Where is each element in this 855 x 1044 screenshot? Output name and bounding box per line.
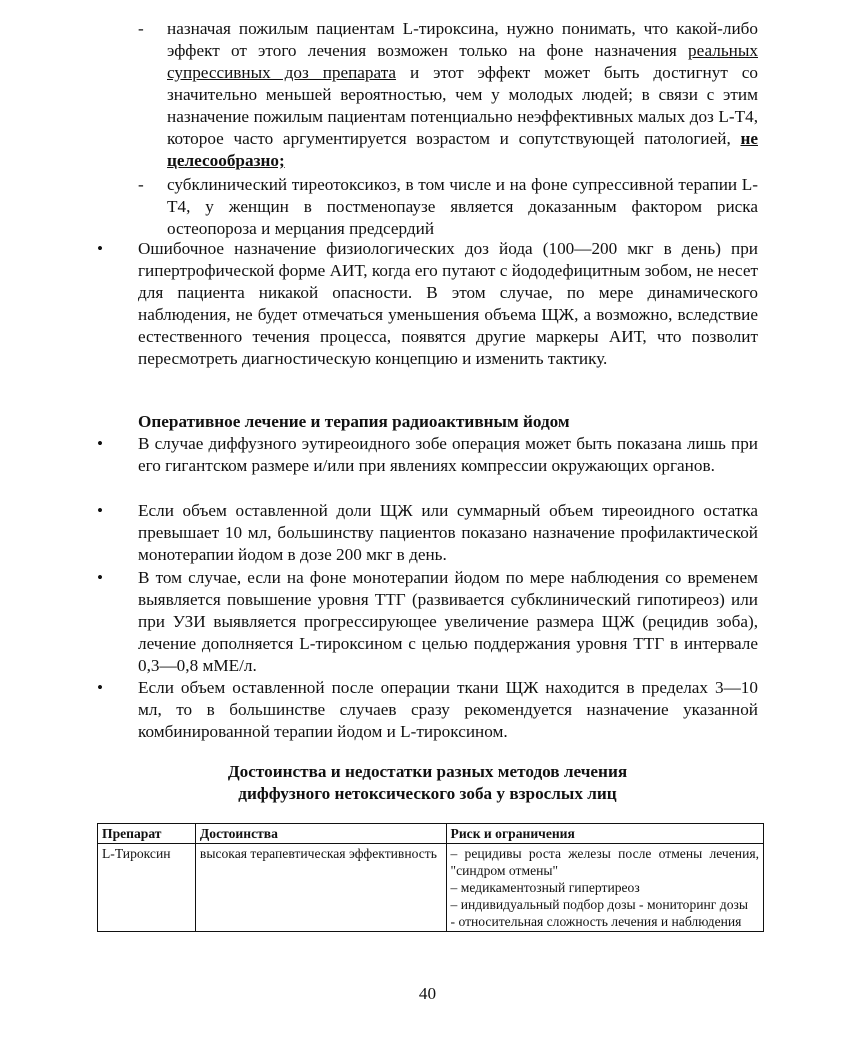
drug-cell: L-Тироксин bbox=[98, 844, 196, 932]
list-item-text: Если объем оставленной после операции ткани ЩЖ находится в пределах 3—10 мл, то в большинстве случаев сразу рекомендуется назначение указанной комбинированной терапии йодом и L-тироксином. bbox=[138, 678, 758, 741]
page-number: 40 bbox=[418, 984, 437, 1003]
bullet-list-item bbox=[97, 433, 758, 477]
underlined-phrase: реальных супрессивных доз препарата bbox=[167, 41, 758, 82]
risk-item: - относительная сложность лечения и наблюдения bbox=[450, 914, 742, 929]
list-item-text: субклинический тиреотоксикоз, в том числе и на фоне супрессивной терапии L-T4, у женщин в постменопаузе является доказанным фактором риска остеопороза и мерцания предсердий bbox=[167, 175, 758, 238]
table-title-line: диффузного нетоксического зоба у взрослых лиц bbox=[238, 784, 617, 803]
text-fragment: назначая пожилым пациентам L-тироксина, нужно понимать, что какой-либо эффект от этого лечения возможен только на фоне назначения bbox=[167, 19, 758, 60]
section-heading: Оперативное лечение и терапия радиоактивным йодом bbox=[138, 412, 570, 431]
dash-list-item bbox=[138, 174, 758, 240]
list-item-text bbox=[167, 18, 758, 172]
list-item-text: Если объем оставленной доли ЩЖ или суммарный объем тиреоидного остатка превышает 10 мл, большинству пациентов показано назначение профилактической монотерапии йодом в дозе 200 мкг в день. bbox=[138, 501, 758, 564]
bullet-marker: • bbox=[97, 239, 104, 258]
risk-item: – медикаментозный гипертиреоз bbox=[450, 880, 640, 895]
risk-item: – индивидуальный подбор дозы - мониторинг дозы bbox=[450, 897, 749, 912]
list-item-text: В том случае, если на фоне монотерапии йодом по мере наблюдения со временем выявляется повышение уровня ТТГ (развивается субклинический гипотиреоз) или при УЗИ выявляется прогрессирующее увеличение размера ЩЖ (рецидив зоба), лечение дополняется L-тироксином с целью поддержания уровня ТТГ в интервале 0,3—0,8 мМЕ/л. bbox=[138, 568, 758, 675]
table-row bbox=[98, 844, 764, 932]
bullet-marker: • bbox=[97, 568, 104, 587]
list-item-text: Ошибочное назначение физиологических доз йода (100—200 мкг в день) при гипертрофической форме АИТ, когда его путают с йододефицитным зобом, не несет для пациента никакой опасности. В этом случае, по мере динамического наблюдения, не будет отмечаться уменьшения объема ЩЖ, а возможно, вследствие естественного течения процесса, появятся другие маркеры АИТ, что позволит пересмотреть диагностическую концепцию и изменить тактику. bbox=[138, 239, 758, 368]
risks-cell bbox=[446, 844, 763, 932]
table-header-row bbox=[98, 824, 764, 844]
advantages-cell: высокая терапевтическая эффективность bbox=[195, 844, 446, 932]
text-fragment: и этот эффект может быть достигнут со значительно меньшей вероятностью, чем у молодых людей; в связи с этим назначение пожилым пациентам потенциально неэффективных малых доз L-T4, которое часто аргументируется возрастом и сопутствующей патологией, bbox=[167, 63, 758, 148]
table-title-line: Достоинства и недостатки разных методов лечения bbox=[227, 762, 628, 781]
bullet-list-item bbox=[97, 500, 758, 566]
dash-list-item bbox=[138, 18, 758, 172]
dash-marker: - bbox=[138, 19, 144, 38]
column-header: Препарат bbox=[98, 824, 196, 844]
column-header: Достоинства bbox=[195, 824, 446, 844]
bullet-list-item bbox=[97, 238, 758, 370]
bullet-marker: • bbox=[97, 434, 104, 453]
bullet-marker: • bbox=[97, 501, 104, 520]
comparison-table bbox=[97, 823, 764, 932]
risk-item: – рецидивы роста железы после отмены лечения, "синдром отмены" bbox=[450, 846, 759, 878]
bullet-list-item bbox=[97, 567, 758, 677]
list-item-text: В случае диффузного эутиреоидного зобе операция может быть показана лишь при его гигантском размере и/или при явлениях компрессии окружающих органов. bbox=[138, 434, 758, 475]
emphasized-phrase: не целесообразно; bbox=[167, 129, 758, 170]
bullet-marker: • bbox=[97, 678, 104, 697]
column-header: Риск и ограничения bbox=[446, 824, 763, 844]
bullet-list-item bbox=[97, 677, 758, 743]
table-title bbox=[0, 761, 855, 805]
dash-marker: - bbox=[138, 175, 144, 194]
